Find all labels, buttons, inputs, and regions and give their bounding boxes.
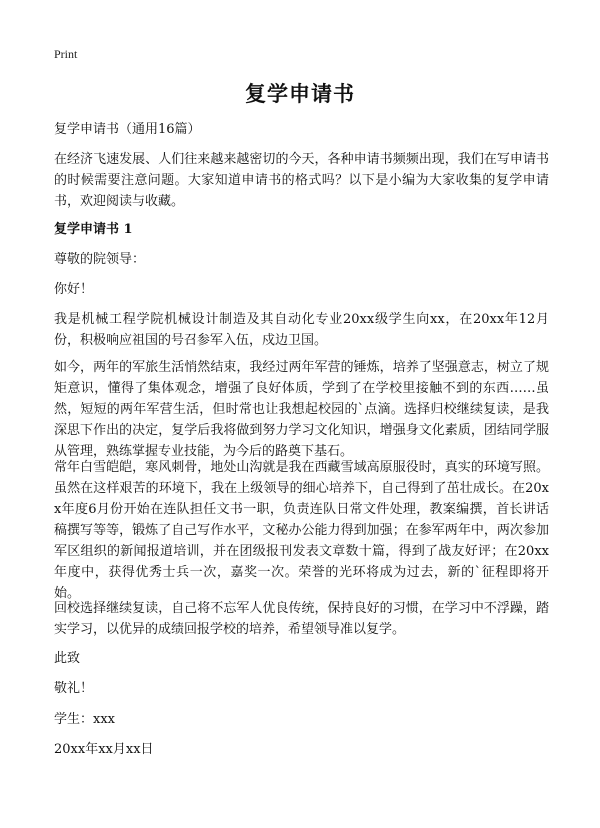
section-heading: 复学申请书 1 (54, 222, 133, 237)
greeting: 你好！ (54, 282, 94, 297)
subtitle: 复学申请书（通用16篇） (54, 122, 201, 137)
intro-paragraph: 在经济飞速发展、人们往来越来越密切的今天，各种申请书频频出现，我们在写申请书的时候需要注意问题。大家知道申请书的格式吗？以下是小编为大家收集的复学申请书，欢迎阅读与收藏。 (54, 152, 549, 209)
closing-salute: 敬礼！ (54, 681, 94, 696)
closing-line: 此致 (54, 651, 81, 666)
body-paragraph-1: 我是机械工程学院机械设计制造及其自动化专业20xx级学生向xx，在20xx年12月份，积极响应祖国的号召参军入伍，戍边卫国。 (54, 312, 549, 348)
print-link[interactable]: Print (54, 47, 78, 61)
student-signature: 学生：xxx (54, 712, 115, 727)
salutation: 尊敬的院领导： (54, 252, 146, 267)
page-title: 复学申请书 (245, 81, 355, 106)
body-paragraph-2: 如今，两年的军旅生活悄然结束，我经过两年军营的锤炼，培养了坚强意志，树立了规矩意识，懂得了集体观念，增强了良好体质，学到了在学校里接触不到的东西……虽然，短短的两年军营生活，但时常也让我想起校园的`点滴。选择归校继续复读，是我深思下作出的决定，复学后我将做到努力学习文化知识，增强身文化素质，团结同学服从管理，熟练掌握专业技能，为今后的路奠下基石。 (54, 360, 549, 459)
body-paragraph-4: 回校选择继续复读，自己将不忘军人优良传统，保持良好的习惯，在学习中不浮躁，踏实学习，以优异的成绩回报学校的培养，希望领导准以复学。 (54, 601, 549, 637)
body-paragraph-3: 常年白雪皑皑，寒风刺骨，地处山沟就是我在西藏雪域高原服役时，真实的环境写照。虽然在这样艰苦的环境下，我在上级领导的细心培养下，自己得到了茁壮成长。在20xx年度6月份开始在连队担任文书一职，负责连队日常文件处理，教案编撰，首长讲话稿撰写等等，锻炼了自己写作水平，文秘办公能力得到加强；在参军两年中，两次参加军区组织的新闻报道培训，并在团级报刊发表文章数十篇，得到了战友好评；在20xx年度中，获得优秀士兵一次，嘉奖一次。荣誉的光环将成为过去，新的`征程即将开始。 (54, 460, 549, 601)
date-line: 20xx年xx月xx日 (54, 742, 154, 757)
